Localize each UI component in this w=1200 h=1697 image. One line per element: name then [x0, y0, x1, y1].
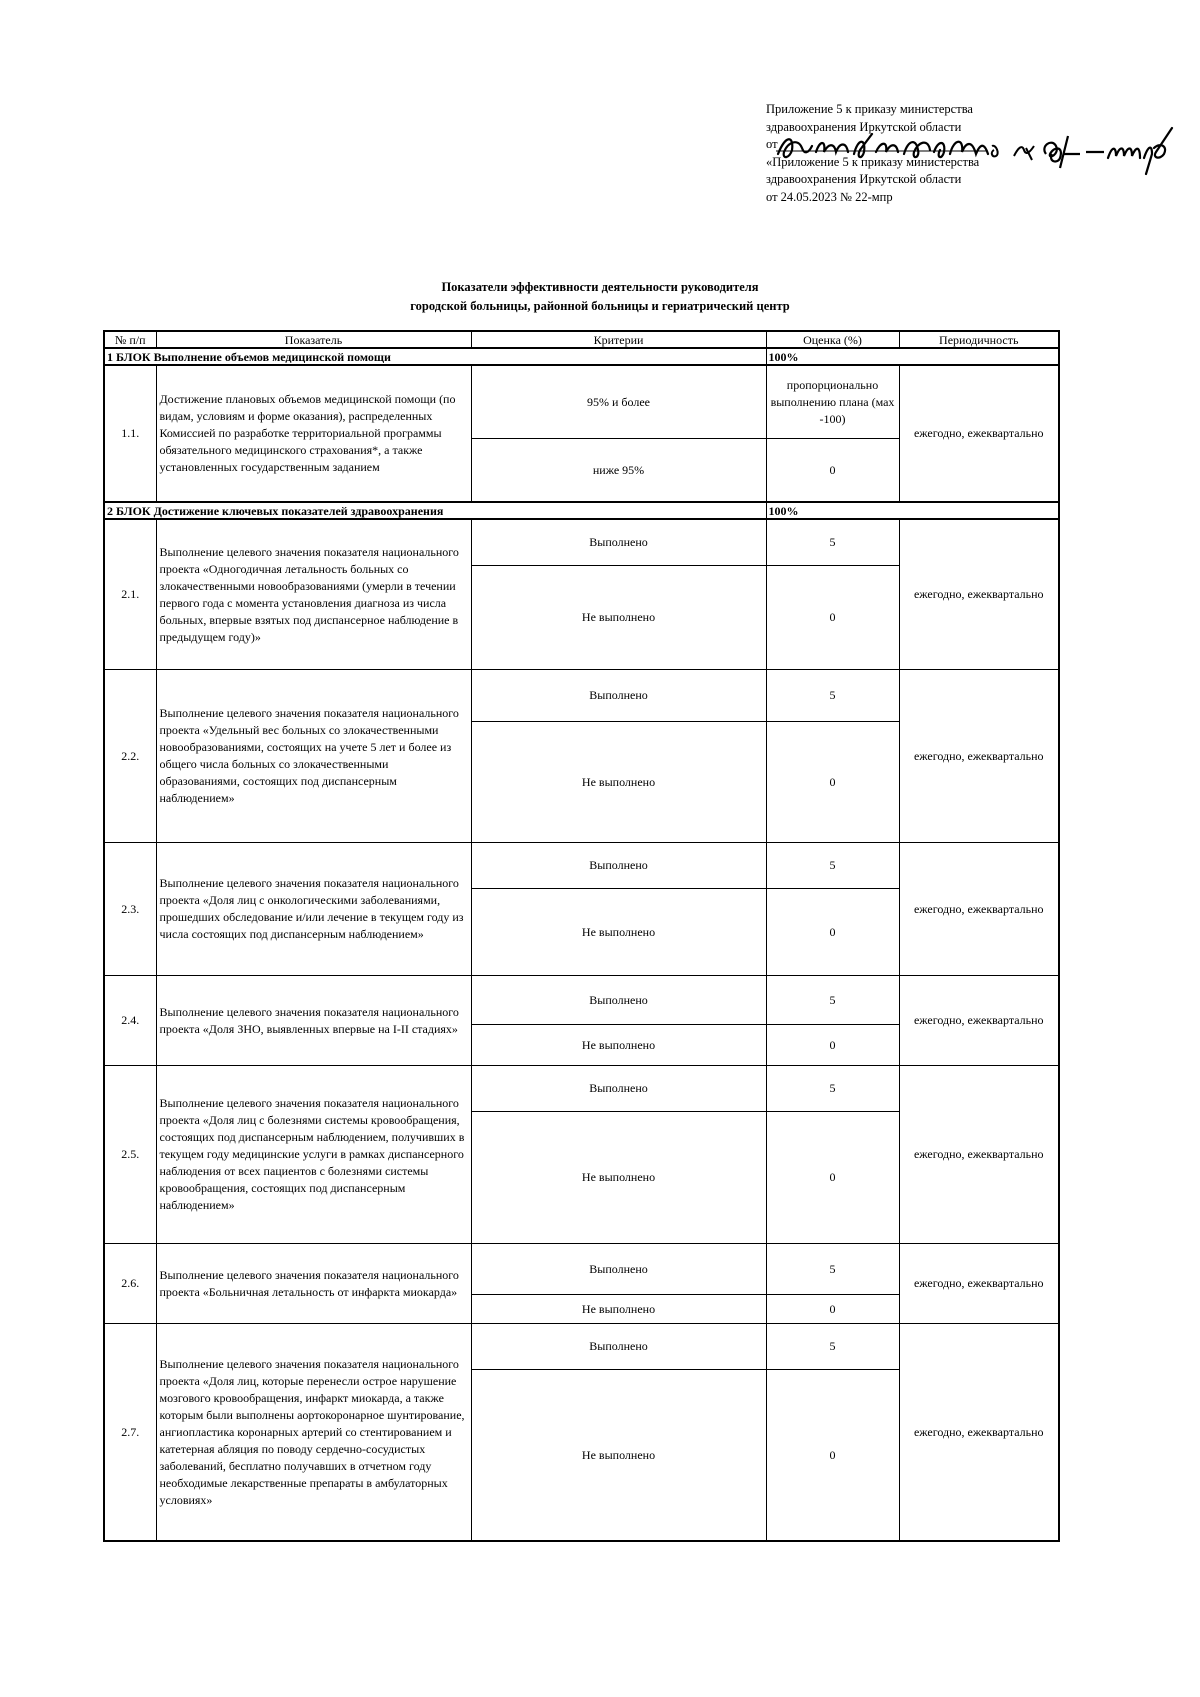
periodicity: ежегодно, ежеквартально [899, 1066, 1059, 1244]
block-1-row [104, 348, 1059, 365]
score-met: 5 [766, 1324, 899, 1370]
header-periodicity: Периодичность [899, 331, 1059, 348]
block-1-score: 100% [766, 348, 1059, 365]
header-indicator: Показатель [156, 331, 471, 348]
criteria-not-met: ниже 95% [471, 439, 766, 503]
score-not-met: 0 [766, 1295, 899, 1324]
row-number: 2.1. [104, 519, 156, 670]
periodicity: ежегодно, ежеквартально [899, 1324, 1059, 1542]
table-header-row [104, 331, 1059, 348]
table-row [104, 519, 1059, 566]
score-met: 5 [766, 1244, 899, 1295]
score-met: 5 [766, 519, 899, 566]
table-row [104, 1066, 1059, 1112]
header-score: Оценка (%) [766, 331, 899, 348]
header-num: № п/п [104, 331, 156, 348]
table-row [104, 1244, 1059, 1295]
row-number: 2.6. [104, 1244, 156, 1324]
score-met: 5 [766, 843, 899, 889]
indicator-text: Выполнение целевого значения показателя национального проекта «Одногодичная летальность больных со злокачественными новообразованиями (умерли в течении первого года с момента установления диагноза из числа больных, впервые взятых под диспансерное наблюдение в предыдущем году)» [156, 519, 471, 670]
table-row [104, 976, 1059, 1025]
row-number: 2.2. [104, 670, 156, 843]
header-line-6: от 24.05.2023 № 22-мпр [766, 189, 893, 204]
header-line-2: здравоохранения Иркутской области [766, 119, 962, 134]
indicator-text: Достижение плановых объемов медицинской помощи (по видам, условиям и форме оказания), распределенных Комиссией по разработке территориальной программы обязательного медицинского страхования*, а также установленных государственным заданием [156, 365, 471, 502]
table-row [104, 365, 1059, 439]
indicator-text: Выполнение целевого значения показателя национального проекта «Доля ЗНО, выявленных впервые на I-II стадиях» [156, 976, 471, 1066]
score-not-met: 0 [766, 889, 899, 976]
score-met: 5 [766, 1066, 899, 1112]
score-met: 5 [766, 670, 899, 722]
criteria-met: Выполнено [471, 1324, 766, 1370]
criteria-met: Выполнено [471, 843, 766, 889]
block-2-score: 100% [766, 502, 1059, 519]
criteria-met: Выполнено [471, 670, 766, 722]
periodicity: ежегодно, ежеквартально [899, 365, 1059, 502]
criteria-not-met: Не выполнено [471, 722, 766, 843]
criteria-not-met: Не выполнено [471, 566, 766, 670]
header-line-4: «Приложение 5 к приказу министерства [766, 154, 980, 169]
header-line-1: Приложение 5 к приказу министерства [766, 102, 973, 116]
block-2-row [104, 502, 1059, 519]
periodicity: ежегодно, ежеквартально [899, 1244, 1059, 1324]
header-line-3: от [766, 137, 778, 151]
criteria-met: Выполнено [471, 519, 766, 566]
table-row [104, 843, 1059, 889]
indicator-text: Выполнение целевого значения показателя национального проекта «Больничная летальность от инфаркта миокарда» [156, 1244, 471, 1324]
document-title [0, 278, 1200, 316]
criteria-not-met: Не выполнено [471, 1370, 766, 1542]
header-criteria: Критерии [471, 331, 766, 348]
indicator-text: Выполнение целевого значения показателя национального проекта «Доля лиц с болезнями системы кровообращения, состоящих под диспансерным наблюдением, получивших в текущем году медицинские услуги в рамках диспансерного наблюдения от всех пациентов с болезнями системы кровообращения, состоящих под диспансерным наблюдением» [156, 1066, 471, 1244]
criteria-met: Выполнено [471, 1066, 766, 1112]
criteria-not-met: Не выполнено [471, 889, 766, 976]
score-not-met: 0 [766, 1025, 899, 1066]
criteria-not-met: Не выполнено [471, 1295, 766, 1324]
block-2-label: 2 БЛОК Достижение ключевых показателей здравоохранения [104, 502, 766, 519]
periodicity: ежегодно, ежеквартально [899, 976, 1059, 1066]
criteria-not-met: Не выполнено [471, 1025, 766, 1066]
score-not-met: 0 [766, 566, 899, 670]
title-line-2: городской больницы, районной больницы и гериатрический центр [410, 299, 790, 313]
criteria-not-met: Не выполнено [471, 1112, 766, 1244]
score-met: 5 [766, 976, 899, 1025]
row-number: 2.3. [104, 843, 156, 976]
criteria-met: Выполнено [471, 1244, 766, 1295]
periodicity: ежегодно, ежеквартально [899, 519, 1059, 670]
periodicity: ежегодно, ежеквартально [899, 670, 1059, 843]
indicators-table [103, 330, 1060, 1542]
table-row [104, 670, 1059, 722]
row-number: 1.1. [104, 365, 156, 502]
score-met: пропорционально выполнению плана (мах -100) [766, 365, 899, 439]
row-number: 2.5. [104, 1066, 156, 1244]
criteria-met: 95% и более [471, 365, 766, 439]
title-line-1: Показатели эффективности деятельности руководителя [441, 280, 759, 294]
score-not-met: 0 [766, 1112, 899, 1244]
score-not-met: 0 [766, 439, 899, 503]
indicator-text: Выполнение целевого значения показателя национального проекта «Удельный вес больных со злокачественными новообразованиями, состоящих на учете 5 лет и более из общего числа больных со злокачественными образованиями, состоящих под диспансерным наблюдением» [156, 670, 471, 843]
block-1-label: 1 БЛОК Выполнение объемов медицинской помощи [104, 348, 766, 365]
table-row [104, 1324, 1059, 1370]
score-not-met: 0 [766, 722, 899, 843]
handwritten-date-signature [768, 124, 1180, 178]
header-line-5: здравоохранения Иркутской области [766, 172, 962, 186]
score-not-met: 0 [766, 1370, 899, 1542]
criteria-met: Выполнено [471, 976, 766, 1025]
row-number: 2.7. [104, 1324, 156, 1542]
row-number: 2.4. [104, 976, 156, 1066]
periodicity: ежегодно, ежеквартально [899, 843, 1059, 976]
indicator-text: Выполнение целевого значения показателя национального проекта «Доля лиц с онкологическими заболеваниями, прошедших обследование и/или лечение в текущем году из числа состоящих под диспансерным наблюдением» [156, 843, 471, 976]
indicator-text: Выполнение целевого значения показателя национального проекта «Доля лиц, которые перенесли острое нарушение мозгового кровообращения, инфаркт миокарда, а также которым были выполнены аортокоронарное шунтирование, ангиопластика коронарных артерий со стентированием и катетерная абляция по поводу сердечно-сосудистых заболеваний, бесплатно получавших в отчетном году необходимые лекарственные препараты в амбулаторных условиях» [156, 1324, 471, 1542]
